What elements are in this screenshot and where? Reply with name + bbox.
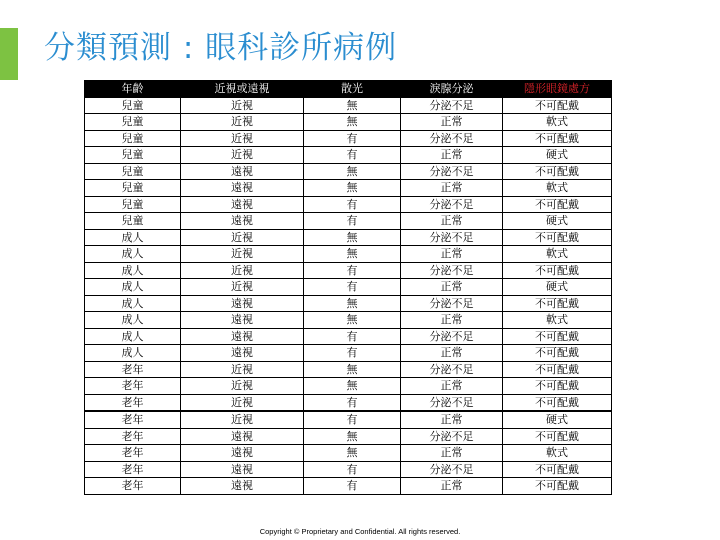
cell-age: 兒童 [85,180,181,197]
header-tear-production: 淚腺分泌 [401,81,503,98]
table-row [85,246,612,263]
cell-lens-prescription: 不可配戴 [503,130,612,147]
cell-age: 兒童 [85,147,181,164]
cell-lens-prescription: 不可配戴 [503,196,612,213]
cell-age: 兒童 [85,97,181,114]
cell-tear-production: 分泌不足 [401,361,503,378]
cell-age: 老年 [85,461,181,478]
cell-tear-production: 正常 [401,213,503,230]
slide-title: 分類預測 : 眼科診所病例 [44,30,398,66]
cell-lens-prescription: 不可配戴 [503,295,612,312]
cell-age: 成人 [85,295,181,312]
cell-tear-production: 分泌不足 [401,428,503,445]
cell-age: 老年 [85,378,181,395]
cell-age: 成人 [85,345,181,362]
header-lens-prescription: 隱形眼鏡處方 [503,81,612,98]
cell-vision: 近視 [181,130,304,147]
cell-vision: 遠視 [181,196,304,213]
cell-age: 兒童 [85,213,181,230]
cell-lens-prescription: 不可配戴 [503,461,612,478]
cell-tear-production: 分泌不足 [401,163,503,180]
cell-astigmatism: 無 [304,445,401,462]
table-row [85,361,612,378]
cell-tear-production: 分泌不足 [401,130,503,147]
table-row [85,180,612,197]
cell-lens-prescription: 軟式 [503,246,612,263]
cell-vision: 近視 [181,361,304,378]
cell-astigmatism: 無 [304,378,401,395]
table-row [85,411,612,428]
cell-vision: 近視 [181,147,304,164]
cell-age: 成人 [85,246,181,263]
cell-astigmatism: 有 [304,279,401,296]
table-row [85,312,612,329]
cell-age: 兒童 [85,114,181,131]
table-row [85,445,612,462]
cell-lens-prescription: 硬式 [503,147,612,164]
cell-tear-production: 正常 [401,411,503,428]
table-row [85,97,612,114]
cell-lens-prescription: 不可配戴 [503,163,612,180]
cell-astigmatism: 有 [304,411,401,428]
cell-vision: 近視 [181,279,304,296]
cell-lens-prescription: 硬式 [503,213,612,230]
cell-tear-production: 分泌不足 [401,394,503,411]
cell-tear-production: 正常 [401,312,503,329]
cell-astigmatism: 有 [304,328,401,345]
cell-vision: 遠視 [181,163,304,180]
table-row [85,378,612,395]
cell-vision: 近視 [181,394,304,411]
data-table [84,80,612,495]
cell-lens-prescription: 軟式 [503,180,612,197]
cell-vision: 遠視 [181,461,304,478]
cell-tear-production: 正常 [401,378,503,395]
cell-astigmatism: 有 [304,196,401,213]
cell-astigmatism: 無 [304,114,401,131]
cell-lens-prescription: 不可配戴 [503,328,612,345]
cell-age: 老年 [85,394,181,411]
cell-astigmatism: 有 [304,147,401,164]
cell-tear-production: 正常 [401,478,503,495]
cell-vision: 遠視 [181,428,304,445]
table-row [85,328,612,345]
cell-tear-production: 正常 [401,114,503,131]
cell-vision: 近視 [181,114,304,131]
cell-vision: 近視 [181,262,304,279]
cell-age: 老年 [85,445,181,462]
cell-tear-production: 正常 [401,345,503,362]
cell-tear-production: 分泌不足 [401,328,503,345]
cell-vision: 遠視 [181,180,304,197]
cell-age: 成人 [85,262,181,279]
cell-tear-production: 正常 [401,279,503,296]
cell-astigmatism: 無 [304,163,401,180]
table-row [85,394,612,411]
cell-vision: 遠視 [181,478,304,495]
cell-age: 兒童 [85,130,181,147]
cell-age: 老年 [85,478,181,495]
cell-tear-production: 分泌不足 [401,97,503,114]
cell-vision: 遠視 [181,328,304,345]
cell-astigmatism: 無 [304,180,401,197]
cell-tear-production: 正常 [401,445,503,462]
table-row [85,130,612,147]
cell-astigmatism: 無 [304,229,401,246]
cell-age: 成人 [85,279,181,296]
table-row [85,229,612,246]
cell-age: 老年 [85,361,181,378]
cell-astigmatism: 有 [304,262,401,279]
cell-vision: 遠視 [181,295,304,312]
table-row [85,147,612,164]
cell-lens-prescription: 不可配戴 [503,394,612,411]
cell-astigmatism: 無 [304,428,401,445]
cell-lens-prescription: 硬式 [503,279,612,296]
table-row [85,461,612,478]
cell-lens-prescription: 不可配戴 [503,262,612,279]
cell-astigmatism: 無 [304,312,401,329]
cell-vision: 近視 [181,246,304,263]
cell-tear-production: 正常 [401,180,503,197]
cell-lens-prescription: 不可配戴 [503,378,612,395]
cell-age: 老年 [85,411,181,428]
cell-tear-production: 正常 [401,246,503,263]
table-row [85,114,612,131]
cell-lens-prescription: 不可配戴 [503,97,612,114]
table-body [85,97,612,494]
cell-lens-prescription: 硬式 [503,411,612,428]
cell-lens-prescription: 不可配戴 [503,478,612,495]
table-header-row [85,81,612,98]
cell-astigmatism: 無 [304,246,401,263]
table-row [85,478,612,495]
cell-astigmatism: 有 [304,478,401,495]
cell-age: 老年 [85,428,181,445]
cell-tear-production: 分泌不足 [401,295,503,312]
header-astigmatism: 散光 [304,81,401,98]
cell-lens-prescription: 不可配戴 [503,428,612,445]
cell-astigmatism: 無 [304,361,401,378]
cell-vision: 遠視 [181,445,304,462]
cell-astigmatism: 有 [304,213,401,230]
table-row [85,163,612,180]
header-vision: 近視或遠視 [181,81,304,98]
cell-lens-prescription: 軟式 [503,114,612,131]
cell-age: 兒童 [85,196,181,213]
cell-lens-prescription: 軟式 [503,312,612,329]
table-row [85,262,612,279]
table-row [85,279,612,296]
cell-astigmatism: 無 [304,97,401,114]
cell-lens-prescription: 軟式 [503,445,612,462]
cell-tear-production: 分泌不足 [401,461,503,478]
cell-tear-production: 分泌不足 [401,196,503,213]
cell-astigmatism: 有 [304,461,401,478]
cell-astigmatism: 有 [304,345,401,362]
cell-lens-prescription: 不可配戴 [503,229,612,246]
cell-vision: 近視 [181,229,304,246]
table-row [85,295,612,312]
cell-vision: 遠視 [181,312,304,329]
cell-tear-production: 正常 [401,147,503,164]
accent-bar [0,28,18,80]
cell-tear-production: 分泌不足 [401,229,503,246]
cell-tear-production: 分泌不足 [401,262,503,279]
table-row [85,428,612,445]
cell-age: 成人 [85,312,181,329]
header-age: 年齡 [85,81,181,98]
cell-vision: 遠視 [181,213,304,230]
cell-age: 成人 [85,328,181,345]
cell-lens-prescription: 不可配戴 [503,345,612,362]
table-row [85,345,612,362]
table-row [85,196,612,213]
cell-astigmatism: 有 [304,130,401,147]
cell-astigmatism: 無 [304,295,401,312]
cell-vision: 近視 [181,97,304,114]
table-row [85,213,612,230]
cell-vision: 近視 [181,411,304,428]
cell-age: 兒童 [85,163,181,180]
cell-astigmatism: 有 [304,394,401,411]
cell-vision: 近視 [181,378,304,395]
copyright-footer: Copyright © Proprietary and Confidential. All rights reserved. [259,527,461,536]
cell-lens-prescription: 不可配戴 [503,361,612,378]
cell-vision: 遠視 [181,345,304,362]
cell-age: 成人 [85,229,181,246]
